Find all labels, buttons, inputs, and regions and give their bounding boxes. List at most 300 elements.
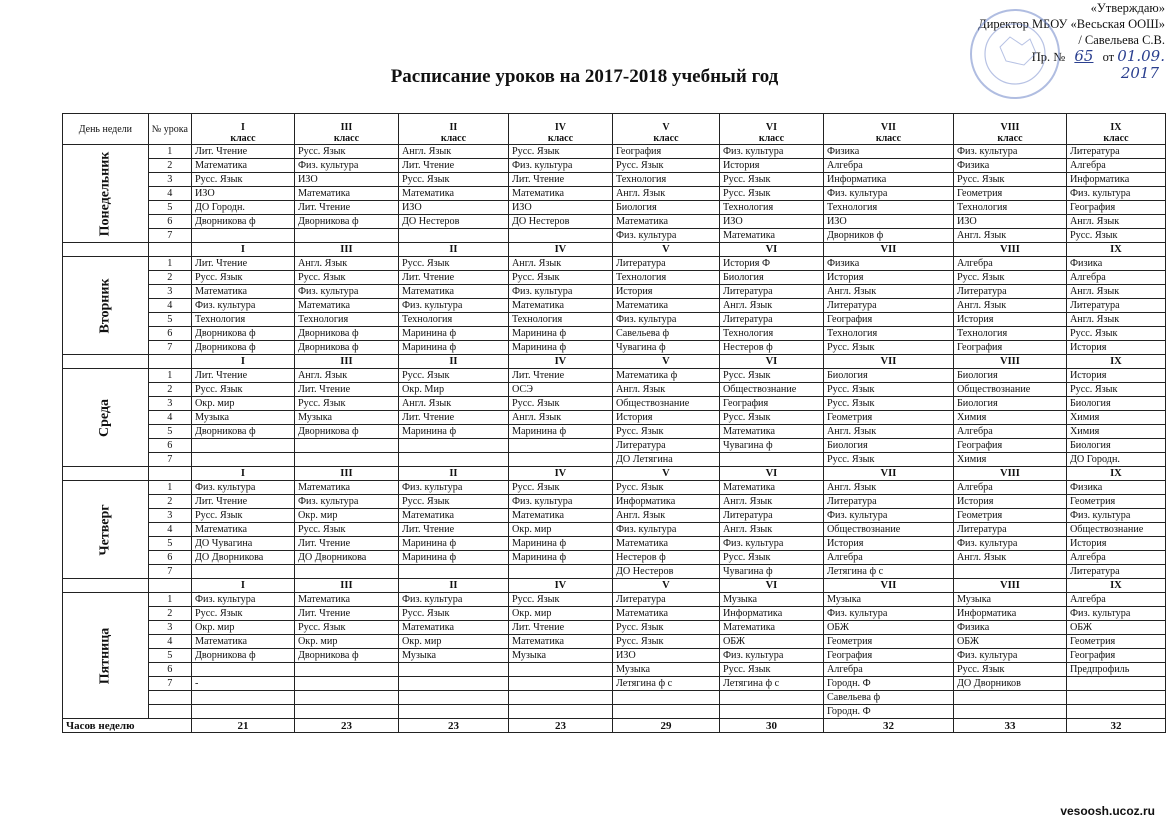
lesson-cell: История Ф bbox=[719, 257, 823, 271]
subheader-spacer bbox=[148, 467, 191, 481]
day-label bbox=[63, 593, 149, 719]
lesson-cell: Русс. Язык bbox=[612, 159, 719, 173]
lesson-cell: Геометрия bbox=[823, 635, 953, 649]
lesson-number: 6 bbox=[148, 327, 191, 341]
lesson-cell: Лит. Чтение bbox=[398, 271, 508, 285]
col-class-1 bbox=[191, 114, 294, 145]
col-class-4 bbox=[508, 114, 612, 145]
lesson-number: 1 bbox=[148, 145, 191, 159]
lesson-cell: Лит. Чтение bbox=[294, 383, 398, 397]
lesson-cell: Русс. Язык bbox=[191, 607, 294, 621]
lesson-cell: Физ. культура bbox=[612, 523, 719, 537]
lesson-cell: Русс. Язык bbox=[508, 145, 612, 159]
lesson-cell: Русс. Язык bbox=[398, 257, 508, 271]
lesson-cell: Русс. Язык bbox=[398, 495, 508, 509]
lesson-cell: Биология bbox=[612, 201, 719, 215]
lesson-cell bbox=[294, 439, 398, 453]
lesson-cell bbox=[612, 691, 719, 705]
lesson-cell: Информатика bbox=[719, 607, 823, 621]
totals-value: 32 bbox=[823, 719, 953, 733]
lesson-cell: Физ. культура bbox=[953, 649, 1066, 663]
lesson-cell: Физ. культура bbox=[719, 537, 823, 551]
lesson-cell: Окр. мир bbox=[508, 607, 612, 621]
lesson-cell: Технология bbox=[508, 313, 612, 327]
lesson-cell: ИЗО bbox=[612, 649, 719, 663]
lesson-cell: Физика bbox=[1066, 481, 1165, 495]
lesson-cell: Информатика bbox=[612, 495, 719, 509]
lesson-cell: Технология bbox=[719, 327, 823, 341]
lesson-cell: Окр. мир bbox=[294, 509, 398, 523]
lesson-row bbox=[63, 159, 1166, 173]
class-word: класс bbox=[758, 133, 785, 144]
lesson-cell: ИЗО bbox=[953, 215, 1066, 229]
lesson-cell: Физ. культура bbox=[612, 313, 719, 327]
lesson-number: 5 bbox=[148, 425, 191, 439]
lesson-cell: ИЗО bbox=[191, 187, 294, 201]
lesson-cell: История bbox=[612, 411, 719, 425]
lesson-cell bbox=[191, 439, 294, 453]
lesson-cell: Дворникова ф bbox=[294, 649, 398, 663]
lesson-cell: Физ. культура bbox=[398, 481, 508, 495]
lesson-cell: Химия bbox=[953, 453, 1066, 467]
lesson-cell: Окр. мир bbox=[508, 523, 612, 537]
lesson-number: 1 bbox=[148, 593, 191, 607]
lesson-cell: Математика bbox=[398, 509, 508, 523]
lesson-cell: Биология bbox=[953, 369, 1066, 383]
lesson-cell: Дворников ф bbox=[823, 229, 953, 243]
lesson-row bbox=[63, 257, 1166, 271]
lesson-cell: Химия bbox=[953, 411, 1066, 425]
lesson-cell: Математика bbox=[294, 299, 398, 313]
lesson-cell: Музыка bbox=[612, 663, 719, 677]
lesson-cell: Музыка bbox=[191, 411, 294, 425]
class-subheader-row bbox=[63, 579, 1166, 593]
class-numeral: V bbox=[662, 122, 670, 133]
lesson-cell: Физ. культура bbox=[191, 593, 294, 607]
lesson-cell: Физ. культура bbox=[508, 495, 612, 509]
totals-value: 23 bbox=[398, 719, 508, 733]
lesson-cell: Физ. культура bbox=[294, 159, 398, 173]
lesson-cell bbox=[398, 691, 508, 705]
lesson-cell: Маринина ф bbox=[508, 537, 612, 551]
lesson-cell bbox=[398, 565, 508, 579]
lesson-cell bbox=[294, 229, 398, 243]
lesson-cell: Англ. Язык bbox=[612, 509, 719, 523]
totals-row bbox=[63, 719, 1166, 733]
lesson-cell: Литература bbox=[719, 313, 823, 327]
lesson-cell: Информатика bbox=[1066, 173, 1165, 187]
lesson-cell: ОБЖ bbox=[953, 635, 1066, 649]
lesson-cell bbox=[719, 453, 823, 467]
lesson-cell bbox=[508, 691, 612, 705]
lesson-cell: Физ. культура bbox=[508, 285, 612, 299]
class-numeral: II bbox=[449, 122, 458, 133]
lesson-cell: Физ. культура bbox=[612, 229, 719, 243]
lesson-number: 3 bbox=[148, 173, 191, 187]
lesson-cell: Чувагина ф bbox=[719, 439, 823, 453]
subheader-class: II bbox=[398, 579, 508, 593]
lesson-cell: Савельева ф bbox=[823, 691, 953, 705]
lesson-cell bbox=[508, 229, 612, 243]
lesson-number: 1 bbox=[148, 257, 191, 271]
lesson-cell: Литература bbox=[612, 593, 719, 607]
lesson-cell: Биология bbox=[1066, 397, 1165, 411]
lesson-number: 3 bbox=[148, 621, 191, 635]
lesson-cell: Физика bbox=[823, 145, 953, 159]
lesson-cell: Геометрия bbox=[1066, 495, 1165, 509]
lesson-cell bbox=[294, 565, 398, 579]
lesson-cell: Дворникова ф bbox=[191, 425, 294, 439]
lesson-cell: Русс. Язык bbox=[191, 271, 294, 285]
lesson-row bbox=[63, 551, 1166, 565]
lesson-cell: Технология bbox=[823, 201, 953, 215]
lesson-cell: Литература bbox=[953, 285, 1066, 299]
lesson-cell: Математика ф bbox=[612, 369, 719, 383]
lesson-cell: Литература bbox=[612, 257, 719, 271]
totals-value: 23 bbox=[508, 719, 612, 733]
lesson-cell: Технология bbox=[953, 201, 1066, 215]
class-word: класс bbox=[997, 133, 1023, 144]
lesson-cell: Музыка bbox=[294, 411, 398, 425]
lesson-number: 2 bbox=[148, 271, 191, 285]
lesson-row bbox=[63, 341, 1166, 355]
director-line: Директор МБОУ «Весьская ООШ» bbox=[978, 17, 1165, 31]
subheader-class: III bbox=[294, 467, 398, 481]
lesson-cell bbox=[191, 663, 294, 677]
lesson-row bbox=[63, 649, 1166, 663]
lesson-cell: Геометрия bbox=[823, 411, 953, 425]
lesson-cell: Физ. культура bbox=[719, 649, 823, 663]
lesson-cell: Химия bbox=[1066, 425, 1165, 439]
lesson-cell: История bbox=[1066, 341, 1165, 355]
lesson-number: 6 bbox=[148, 439, 191, 453]
lesson-cell: ДО Городн. bbox=[191, 201, 294, 215]
lesson-cell: Русс. Язык bbox=[719, 411, 823, 425]
lesson-cell: Технология bbox=[823, 327, 953, 341]
lesson-number: 7 bbox=[148, 565, 191, 579]
lesson-cell: Русс. Язык bbox=[1066, 327, 1165, 341]
lesson-cell: Чувагина ф bbox=[612, 341, 719, 355]
lesson-cell: Русс. Язык bbox=[823, 383, 953, 397]
lesson-cell: Городн. Ф bbox=[823, 705, 953, 719]
day-label bbox=[63, 481, 149, 579]
lesson-cell: Дворникова ф bbox=[191, 327, 294, 341]
lesson-number bbox=[148, 691, 191, 705]
lesson-cell: Англ. Язык bbox=[719, 299, 823, 313]
lesson-number: 7 bbox=[148, 677, 191, 691]
lesson-cell bbox=[398, 229, 508, 243]
col-class-9 bbox=[1066, 114, 1165, 145]
lesson-cell: Биология bbox=[1066, 439, 1165, 453]
lesson-cell: Русс. Язык bbox=[953, 271, 1066, 285]
lesson-cell: Летягина ф с bbox=[612, 677, 719, 691]
lesson-cell: Алгебра bbox=[953, 425, 1066, 439]
lesson-row bbox=[63, 663, 1166, 677]
lesson-cell: Лит. Чтение bbox=[191, 495, 294, 509]
totals-value: 32 bbox=[1066, 719, 1165, 733]
lesson-cell: Музыка bbox=[953, 593, 1066, 607]
lesson-cell: Русс. Язык bbox=[719, 369, 823, 383]
lesson-cell bbox=[1066, 691, 1165, 705]
lesson-number: 4 bbox=[148, 187, 191, 201]
lesson-cell bbox=[398, 677, 508, 691]
lesson-cell: Дворникова ф bbox=[294, 215, 398, 229]
lesson-cell: Музыка bbox=[719, 593, 823, 607]
lesson-row bbox=[63, 271, 1166, 285]
lesson-cell bbox=[719, 691, 823, 705]
lesson-cell: Маринина ф bbox=[398, 537, 508, 551]
lesson-cell: Чувагина ф bbox=[719, 565, 823, 579]
lesson-cell: Нестеров ф bbox=[719, 341, 823, 355]
lesson-cell: Русс. Язык bbox=[294, 271, 398, 285]
page-title: Расписание уроков на 2017-2018 учебный год bbox=[390, 66, 779, 87]
lesson-cell: Русс. Язык bbox=[1066, 229, 1165, 243]
lesson-number: 7 bbox=[148, 453, 191, 467]
lesson-cell bbox=[191, 453, 294, 467]
lesson-cell: Алгебра bbox=[1066, 593, 1165, 607]
lesson-cell: Русс. Язык bbox=[719, 551, 823, 565]
lesson-cell: История bbox=[719, 159, 823, 173]
lesson-cell: Алгебра bbox=[1066, 551, 1165, 565]
day-label bbox=[63, 145, 149, 243]
subheader-class: II bbox=[398, 355, 508, 369]
lesson-cell: Савельева ф bbox=[612, 327, 719, 341]
lesson-cell: Технология bbox=[719, 201, 823, 215]
lesson-cell: Алгебра bbox=[1066, 159, 1165, 173]
subheader-class: VIII bbox=[953, 579, 1066, 593]
lesson-row bbox=[63, 509, 1166, 523]
lesson-row bbox=[63, 425, 1166, 439]
lesson-cell: Биология bbox=[719, 271, 823, 285]
lesson-number: 3 bbox=[148, 509, 191, 523]
totals-value: 33 bbox=[953, 719, 1066, 733]
lesson-cell: Англ. Язык bbox=[508, 257, 612, 271]
lesson-cell: История bbox=[1066, 369, 1165, 383]
lesson-row bbox=[63, 299, 1166, 313]
lesson-cell: Алгебра bbox=[823, 159, 953, 173]
lesson-cell: Городн. Ф bbox=[823, 677, 953, 691]
extra-row bbox=[63, 705, 1166, 719]
lesson-cell: Литература bbox=[823, 495, 953, 509]
lesson-cell: Лит. Чтение bbox=[508, 621, 612, 635]
lesson-cell: ДО Летягина bbox=[612, 453, 719, 467]
lesson-cell: ИЗО bbox=[719, 215, 823, 229]
lesson-cell: География bbox=[612, 145, 719, 159]
lesson-cell: Литература bbox=[719, 509, 823, 523]
lesson-row bbox=[63, 621, 1166, 635]
lesson-cell: Англ. Язык bbox=[823, 481, 953, 495]
lesson-cell: Англ. Язык bbox=[294, 257, 398, 271]
lesson-cell: Технология bbox=[612, 271, 719, 285]
class-subheader-row bbox=[63, 355, 1166, 369]
order-date: 01.09. bbox=[1117, 47, 1165, 65]
lesson-number: 5 bbox=[148, 313, 191, 327]
subheader-class: V bbox=[612, 243, 719, 257]
lesson-cell: Физ. культура bbox=[953, 145, 1066, 159]
lesson-cell: Геометрия bbox=[1066, 635, 1165, 649]
lesson-cell bbox=[508, 677, 612, 691]
lesson-cell: Физ. культура bbox=[398, 299, 508, 313]
lesson-cell bbox=[953, 565, 1066, 579]
subheader-class: III bbox=[294, 579, 398, 593]
lesson-number: 1 bbox=[148, 481, 191, 495]
lesson-cell: Музыка bbox=[823, 593, 953, 607]
lesson-cell: Лит. Чтение bbox=[398, 159, 508, 173]
lesson-cell: Математика bbox=[398, 285, 508, 299]
lesson-cell: Математика bbox=[508, 635, 612, 649]
lesson-cell: Физ. культура bbox=[719, 145, 823, 159]
lesson-row bbox=[63, 593, 1166, 607]
lesson-cell: Русс. Язык bbox=[612, 635, 719, 649]
lesson-cell: Маринина ф bbox=[398, 551, 508, 565]
lesson-cell: Дворникова ф bbox=[294, 327, 398, 341]
lesson-cell: Математика bbox=[398, 621, 508, 635]
lesson-cell bbox=[294, 705, 398, 719]
lesson-cell: ДО Дворникова bbox=[191, 551, 294, 565]
lesson-cell: Англ. Язык bbox=[953, 551, 1066, 565]
lesson-cell: Русс. Язык bbox=[398, 173, 508, 187]
col-class-8 bbox=[953, 114, 1066, 145]
lesson-cell: Математика bbox=[508, 299, 612, 313]
lesson-cell: ИЗО bbox=[398, 201, 508, 215]
class-word: класс bbox=[653, 133, 679, 144]
lesson-cell: Физ. культура bbox=[823, 607, 953, 621]
lesson-cell: Русс. Язык bbox=[398, 607, 508, 621]
lesson-cell: Физ. культура bbox=[1066, 509, 1165, 523]
lesson-cell: Русс. Язык bbox=[294, 621, 398, 635]
lesson-cell: Литература bbox=[719, 285, 823, 299]
lesson-cell: Дворникова ф bbox=[191, 649, 294, 663]
day-name: Понедельник bbox=[97, 151, 113, 236]
class-subheader-row bbox=[63, 467, 1166, 481]
lesson-cell: Маринина ф bbox=[398, 425, 508, 439]
lesson-cell: Окр. мир bbox=[191, 621, 294, 635]
class-word: класс bbox=[875, 133, 902, 144]
lesson-number: 4 bbox=[148, 411, 191, 425]
subheader-spacer bbox=[63, 579, 149, 593]
lesson-row bbox=[63, 397, 1166, 411]
subheader-class: II bbox=[398, 467, 508, 481]
col-class-2 bbox=[294, 114, 398, 145]
lesson-cell bbox=[508, 439, 612, 453]
lesson-row bbox=[63, 383, 1166, 397]
lesson-cell: Нестеров ф bbox=[612, 551, 719, 565]
lesson-number: 6 bbox=[148, 215, 191, 229]
lesson-cell: География bbox=[823, 313, 953, 327]
subheader-class: VII bbox=[823, 355, 953, 369]
lesson-cell: Маринина ф bbox=[508, 327, 612, 341]
lesson-number: 3 bbox=[148, 285, 191, 299]
lesson-cell: Русс. Язык bbox=[294, 397, 398, 411]
lesson-number: 6 bbox=[148, 551, 191, 565]
lesson-cell: Русс. Язык bbox=[823, 397, 953, 411]
subheader-class: IX bbox=[1066, 243, 1165, 257]
lesson-cell: Технология bbox=[294, 313, 398, 327]
lesson-cell: Математика bbox=[612, 299, 719, 313]
lesson-cell bbox=[398, 439, 508, 453]
subheader-class: IV bbox=[508, 355, 612, 369]
lesson-cell bbox=[191, 691, 294, 705]
subheader-class: VIII bbox=[953, 243, 1066, 257]
order-label: Пр. № bbox=[1031, 50, 1066, 64]
lesson-row bbox=[63, 635, 1166, 649]
subheader-class: III bbox=[294, 355, 398, 369]
class-numeral: VIII bbox=[1000, 122, 1020, 133]
lesson-row bbox=[63, 327, 1166, 341]
lesson-cell: Русс. Язык bbox=[294, 523, 398, 537]
totals-value: 30 bbox=[719, 719, 823, 733]
lesson-cell: ДО Дворников bbox=[953, 677, 1066, 691]
class-word: класс bbox=[1103, 133, 1129, 144]
lesson-cell: Информатика bbox=[953, 607, 1066, 621]
lesson-cell: География bbox=[1066, 201, 1165, 215]
lesson-number: 5 bbox=[148, 201, 191, 215]
header-row bbox=[63, 114, 1166, 145]
col-day: День недели bbox=[63, 114, 149, 145]
lesson-cell bbox=[953, 705, 1066, 719]
lesson-cell: Физ. культура bbox=[1066, 187, 1165, 201]
lesson-cell: Алгебра bbox=[953, 481, 1066, 495]
subheader-class: II bbox=[398, 243, 508, 257]
lesson-cell bbox=[508, 453, 612, 467]
lesson-cell: Англ. Язык bbox=[398, 145, 508, 159]
subheader-class: VIII bbox=[953, 355, 1066, 369]
totals-value: 23 bbox=[294, 719, 398, 733]
lesson-number: 3 bbox=[148, 397, 191, 411]
lesson-cell: История bbox=[953, 495, 1066, 509]
lesson-cell: Лит. Чтение bbox=[508, 173, 612, 187]
class-numeral: IV bbox=[554, 122, 566, 133]
lesson-cell: Химия bbox=[1066, 411, 1165, 425]
lesson-cell bbox=[508, 663, 612, 677]
signature-line: / Савельева С.В. bbox=[1078, 33, 1165, 47]
subheader-class: IV bbox=[508, 243, 612, 257]
lesson-cell: Русс. Язык bbox=[612, 481, 719, 495]
day-name: Четверг bbox=[97, 503, 113, 556]
lesson-number: 7 bbox=[148, 229, 191, 243]
lesson-cell bbox=[191, 705, 294, 719]
lesson-cell: Англ. Язык bbox=[953, 299, 1066, 313]
lesson-cell bbox=[612, 705, 719, 719]
lesson-cell: Физ. культура bbox=[823, 187, 953, 201]
lesson-number: 2 bbox=[148, 607, 191, 621]
lesson-cell: Окр. мир bbox=[294, 635, 398, 649]
lesson-cell: Литература bbox=[1066, 565, 1165, 579]
lesson-cell: Обществознание bbox=[612, 397, 719, 411]
lesson-row bbox=[63, 495, 1166, 509]
lesson-cell: Маринина ф bbox=[508, 425, 612, 439]
lesson-row bbox=[63, 285, 1166, 299]
lesson-cell: ОБЖ bbox=[719, 635, 823, 649]
lesson-cell: Англ. Язык bbox=[823, 425, 953, 439]
lesson-cell: - bbox=[191, 677, 294, 691]
lesson-cell: Предпрофиль bbox=[1066, 663, 1165, 677]
lesson-cell: Русс. Язык bbox=[508, 593, 612, 607]
subheader-class: VI bbox=[719, 579, 823, 593]
lesson-cell: ОСЭ bbox=[508, 383, 612, 397]
lesson-cell: ДО Нестеров bbox=[508, 215, 612, 229]
lesson-cell: Физ. культура bbox=[398, 593, 508, 607]
lesson-cell: Математика bbox=[612, 607, 719, 621]
lesson-cell: География bbox=[953, 439, 1066, 453]
lesson-cell: Лит. Чтение bbox=[398, 411, 508, 425]
subheader-spacer bbox=[148, 579, 191, 593]
subheader-class: VII bbox=[823, 243, 953, 257]
lesson-cell: Обществознание bbox=[1066, 523, 1165, 537]
class-numeral: IX bbox=[1110, 122, 1122, 133]
lesson-cell: Англ. Язык bbox=[508, 411, 612, 425]
class-numeral: I bbox=[240, 122, 245, 133]
